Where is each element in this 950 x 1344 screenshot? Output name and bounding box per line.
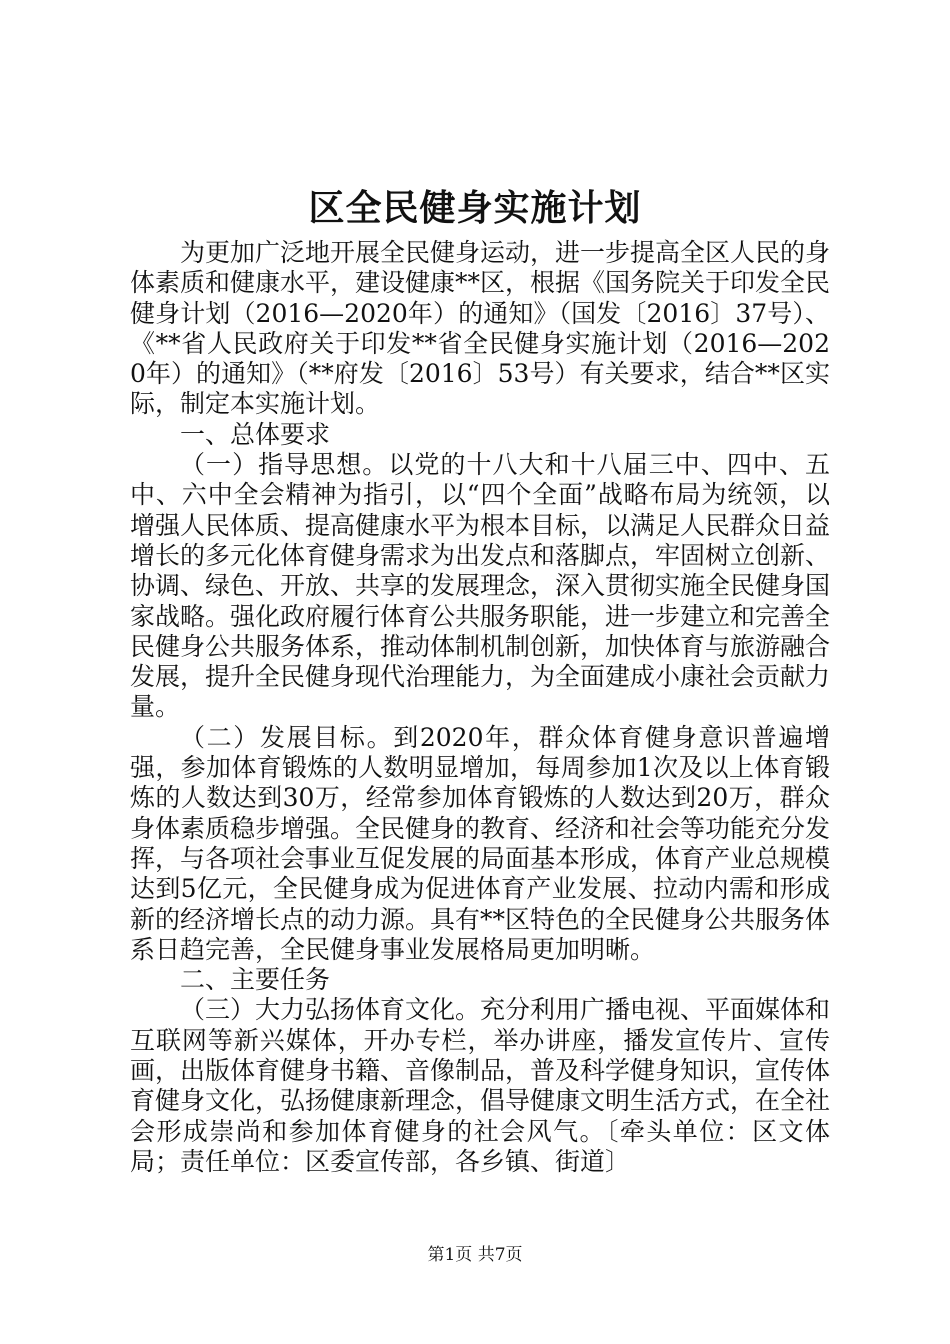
paragraph-sports-culture: （三）大力弘扬体育文化。充分利用广播电视、平面媒体和互联网等新兴媒体，开办专栏，举办讲座，播发宣传片、宣传画，出版体育健身书籍、音像制品，普及科学健身知识，宣传体育健身文化，弘扬健康新理念，倡导健康文明生活方式，在全社会形成崇尚和参加体育健身的社会风气。〔牵头单位：区文体局；责任单位：区委宣传部，各乡镇、街道〕 <box>130 995 831 1176</box>
paragraph-development-goals: （二）发展目标。到2020年，群众体育健身意识普遍增强，参加体育锻炼的人数明显增加，每周参加1次及以上体育锻炼的人数达到30万，经常参加体育锻炼的人数达到20万，群众身体素质稳步增强。全民健身的教育、经济和社会等功能充分发挥，与各项社会事业互促发展的局面基本形成，体育产业总规模达到5亿元，全民健身成为促进体育产业发展、拉动内需和形成新的经济增长点的动力源。具有**区特色的全民健身公共服务体系日趋完善，全民健身事业发展格局更加明晰。 <box>130 722 831 964</box>
document-title: 区全民健身实施计划 <box>308 187 642 229</box>
paragraph-intro: 为更加广泛地开展全民健身运动，进一步提高全区人民的身体素质和健康水平，建设健康**区，根据《国务院关于印发全民健身计划（2016—2020年）的通知》（国发〔2016〕37号）、《**省人民政府关于印发**省全民健身实施计划（2016—2020年）的通知》（**府发〔2016〕53号）有关要求，结合**区实际，制定本实施计划。 <box>130 238 831 419</box>
page-number-footer: 第1页 共7页 <box>427 1245 523 1265</box>
paragraph-guiding-ideology: （一）指导思想。以党的十八大和十八届三中、四中、五中、六中全会精神为指引，以“四个全面”战略布局为统领，以增强人民体质、提高健康水平为根本目标，以满足人民群众日益增长的多元化体育健身需求为出发点和落脚点，牢固树立创新、协调、绿色、开放、共享的发展理念，深入贯彻实施全民健身国家战略。强化政府履行体育公共服务职能，进一步建立和完善全民健身公共服务体系，推动体制机制创新，加快体育与旅游融合发展，提升全民健身现代治理能力，为全面建成小康社会贡献力量。 <box>130 450 831 722</box>
section-heading-general-requirements: 一、总体要求 <box>180 419 331 449</box>
section-heading-main-tasks: 二、主要任务 <box>180 965 331 995</box>
document-body <box>130 238 830 1177</box>
